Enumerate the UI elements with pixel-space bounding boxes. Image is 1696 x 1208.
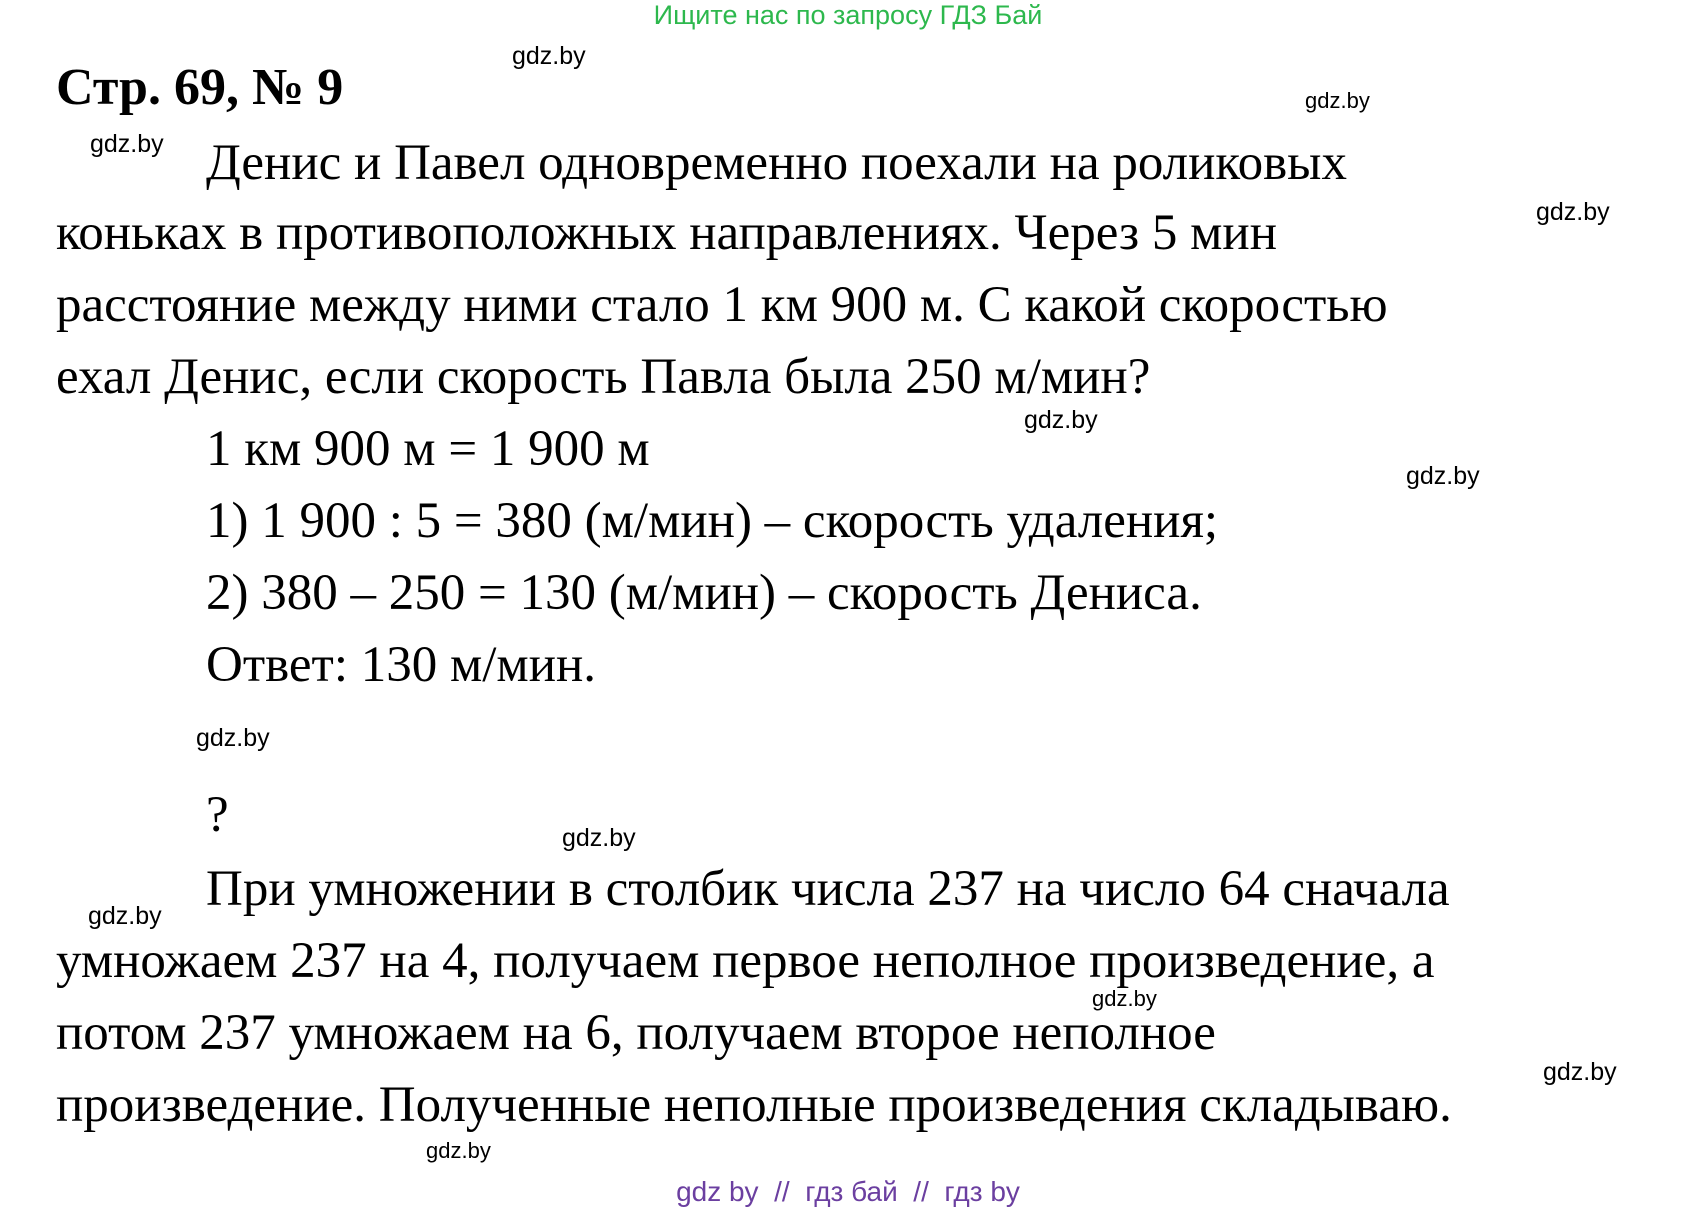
watermark: gdz.by [512,42,586,70]
watermark: gdz.by [1543,1058,1617,1086]
problem-line: коньках в противоположных направлениях. Через 5 мин [56,205,1278,261]
page-title: Стр. 69, № 9 [56,59,344,116]
problem-line: ехал Денис, если скорость Павла была 250 м/мин? [56,349,1151,405]
answer-line: Ответ: 130 м/мин. [206,637,597,693]
watermark: gdz.by [196,724,270,752]
solution-line: 1) 1 900 : 5 = 380 (м/мин) – скорость удаления; [206,493,1219,549]
explanation-line: произведение. Полученные неполные произведения складываю. [56,1077,1452,1133]
watermark: gdz.by [1406,462,1480,490]
watermark: gdz.by [562,824,636,852]
explanation-line: При умножении в столбик числа 237 на число 64 сначала [206,861,1450,917]
watermark: gdz.by [426,1138,491,1163]
watermark: gdz.by [1305,88,1370,113]
question-mark: ? [206,787,229,843]
problem-line: Денис и Павел одновременно поехали на роликовых [206,135,1347,191]
top-banner: Ищите нас по запросу ГДЗ Бай [653,0,1043,30]
watermark: gdz.by [1024,406,1098,434]
problem-line: расстояние между ними стало 1 км 900 м. С какой скоростью [56,277,1388,333]
watermark: gdz.by [90,130,164,158]
explanation-line: умножаем 237 на 4, получаем первое неполное произведение, а [56,933,1435,989]
watermark: gdz.by [1536,198,1610,226]
solution-line: 2) 380 – 250 = 130 (м/мин) – скорость Дениса. [206,565,1202,621]
watermark: gdz.by [1092,986,1157,1011]
footer-links: gdz by // гдз бай // гдз by [676,1176,1020,1207]
solution-line: 1 км 900 м = 1 900 м [206,421,650,477]
explanation-line: потом 237 умножаем на 6, получаем второе неполное [56,1005,1216,1061]
watermark: gdz.by [88,902,162,930]
